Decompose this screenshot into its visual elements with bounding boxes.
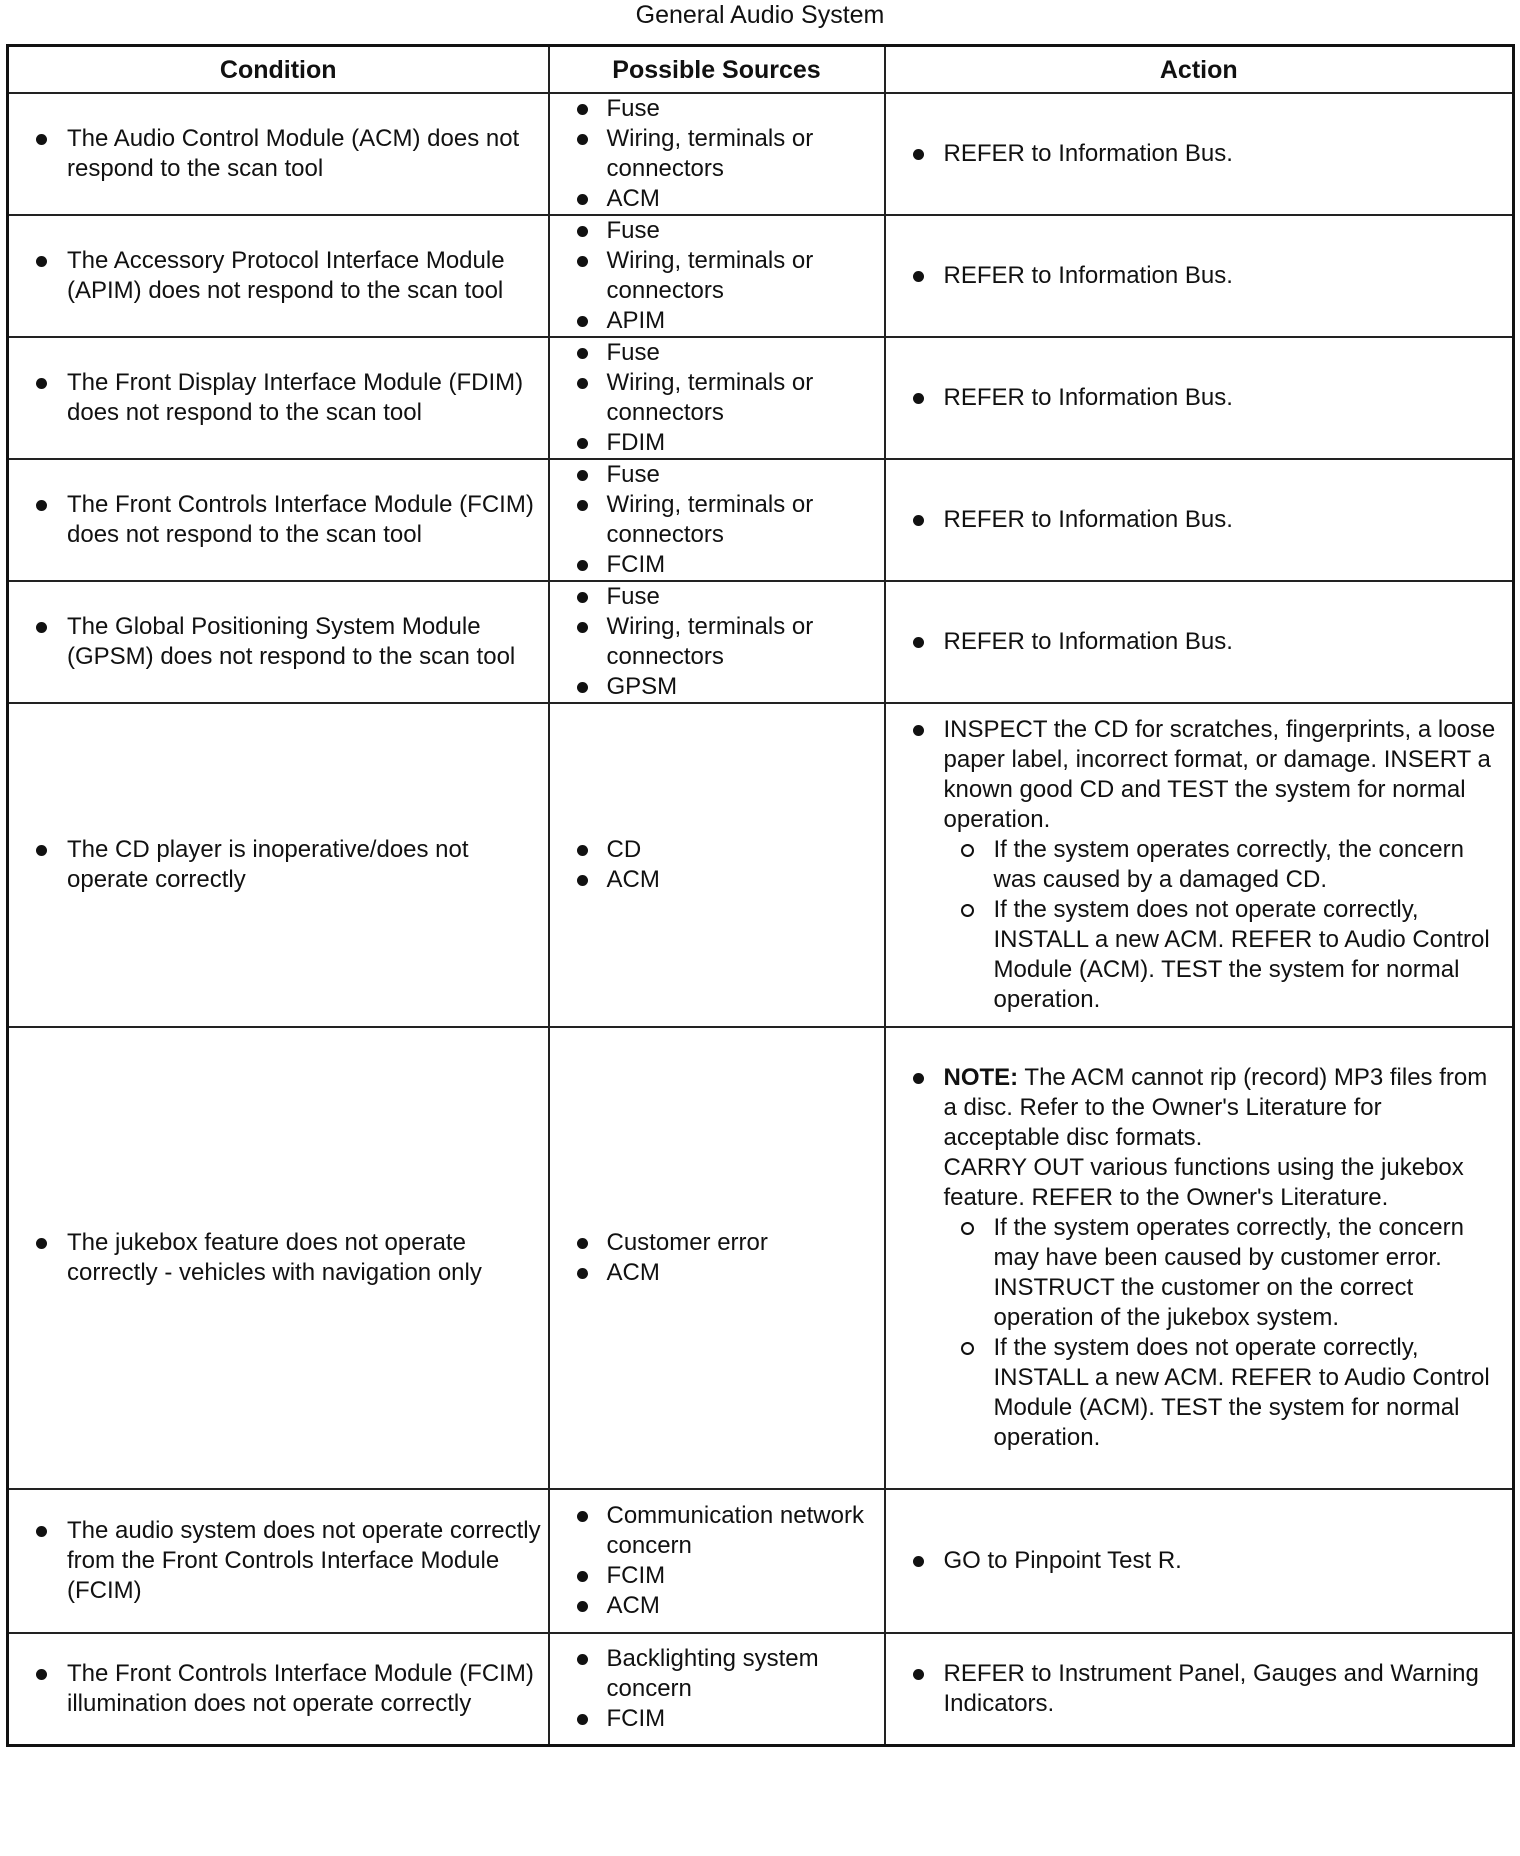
condition-cell	[8, 581, 549, 703]
action-text: REFER to Information Bus.	[886, 261, 1513, 291]
condition-text: The Front Display Interface Module (FDIM) does not respond to the scan tool	[9, 368, 548, 428]
source-item: Fuse	[550, 338, 884, 368]
condition-text: The Audio Control Module (ACM) does not respond to the scan tool	[9, 124, 548, 184]
source-item: FCIM	[550, 1561, 884, 1591]
source-item: ACM	[550, 184, 884, 214]
action-subitem: If the system operates correctly, the concern was caused by a damaged CD.	[944, 835, 1503, 895]
table-row	[8, 1633, 1514, 1745]
action-text: REFER to Information Bus.	[886, 139, 1513, 169]
note-text: The ACM cannot rip (record) MP3 files from a disc. Refer to the Owner's Literature for acceptable disc formats.	[943, 1064, 1488, 1151]
table-row	[8, 93, 1514, 215]
sources-cell	[549, 215, 885, 337]
source-item: ACM	[550, 865, 884, 895]
action-cell	[885, 93, 1514, 215]
condition-text: The jukebox feature does not operate correctly - vehicles with navigation only	[9, 1228, 548, 1288]
action-text: REFER to Information Bus.	[886, 505, 1513, 535]
table-row	[8, 703, 1514, 1027]
source-item: APIM	[550, 306, 884, 336]
condition-cell	[8, 215, 549, 337]
action-cell	[885, 1489, 1514, 1633]
action-text: GO to Pinpoint Test R.	[886, 1546, 1513, 1576]
column-header-condition: Condition	[8, 46, 549, 94]
source-item: Wiring, terminals or connectors	[550, 246, 884, 306]
symptom-chart-table	[6, 44, 1515, 1747]
action-cell	[885, 337, 1514, 459]
source-item: FCIM	[550, 1704, 884, 1734]
condition-cell	[8, 1027, 549, 1489]
source-item: Fuse	[550, 582, 884, 612]
condition-text: The CD player is inoperative/does not operate correctly	[9, 835, 548, 895]
action-text: REFER to Instrument Panel, Gauges and Warning Indicators.	[886, 1659, 1513, 1719]
source-item: Wiring, terminals or connectors	[550, 368, 884, 428]
sources-cell	[549, 459, 885, 581]
source-item: FDIM	[550, 428, 884, 458]
source-item: ACM	[550, 1258, 884, 1288]
source-item: Fuse	[550, 94, 884, 124]
table-row	[8, 459, 1514, 581]
action-text: INSPECT the CD for scratches, fingerprints, a loose paper label, incorrect format, or damage. INSERT a known good CD and TEST the system for normal operation.	[943, 716, 1496, 833]
table-row	[8, 1027, 1514, 1489]
action-cell	[885, 459, 1514, 581]
source-item: Fuse	[550, 460, 884, 490]
condition-cell	[8, 1489, 549, 1633]
condition-text: The Front Controls Interface Module (FCIM) illumination does not operate correctly	[9, 1659, 548, 1719]
action-text: CARRY OUT various functions using the jukebox feature. REFER to the Owner's Literature.	[943, 1154, 1464, 1211]
source-item: ACM	[550, 1591, 884, 1621]
sources-cell	[549, 93, 885, 215]
action-text: REFER to Information Bus.	[886, 627, 1513, 657]
condition-text: The Front Controls Interface Module (FCIM) does not respond to the scan tool	[9, 490, 548, 550]
condition-text: The Accessory Protocol Interface Module (APIM) does not respond to the scan tool	[9, 246, 548, 306]
note-paragraph	[944, 1063, 1503, 1153]
condition-text: The Global Positioning System Module (GPSM) does not respond to the scan tool	[9, 612, 548, 672]
source-item: FCIM	[550, 550, 884, 580]
condition-text: The audio system does not operate correctly from the Front Controls Interface Module (FCIM)	[9, 1516, 548, 1606]
sources-cell	[549, 1633, 885, 1745]
sources-cell	[549, 1027, 885, 1489]
sources-cell	[549, 703, 885, 1027]
condition-cell	[8, 93, 549, 215]
action-subitem: If the system does not operate correctly, INSTALL a new ACM. REFER to Audio Control Module (ACM). TEST the system for normal operation.	[944, 895, 1503, 1015]
source-item: Wiring, terminals or connectors	[550, 490, 884, 550]
action-cell	[885, 703, 1514, 1027]
table-row	[8, 581, 1514, 703]
action-subitem: If the system operates correctly, the concern may have been caused by customer error. INSTRUCT the customer on the correct operation of the jukebox system.	[944, 1213, 1503, 1333]
table-row	[8, 1489, 1514, 1633]
sources-cell	[549, 1489, 885, 1633]
action-cell	[885, 1633, 1514, 1745]
sources-cell	[549, 337, 885, 459]
column-header-action: Action	[885, 46, 1514, 94]
column-header-possible-sources: Possible Sources	[549, 46, 885, 94]
table-row	[8, 215, 1514, 337]
note-label: NOTE:	[943, 1064, 1019, 1091]
action-item	[886, 1063, 1513, 1453]
condition-cell	[8, 337, 549, 459]
source-item: Fuse	[550, 216, 884, 246]
condition-cell	[8, 703, 549, 1027]
action-cell	[885, 215, 1514, 337]
sources-cell	[549, 581, 885, 703]
source-item: GPSM	[550, 672, 884, 702]
source-item: CD	[550, 835, 884, 865]
source-item: Backlighting system concern	[550, 1644, 884, 1704]
action-cell	[885, 1027, 1514, 1489]
source-item: Communication network concern	[550, 1501, 884, 1561]
condition-cell	[8, 459, 549, 581]
condition-cell	[8, 1633, 549, 1745]
table-row	[8, 337, 1514, 459]
source-item: Wiring, terminals or connectors	[550, 612, 884, 672]
header-row	[8, 46, 1514, 94]
source-item: Customer error	[550, 1228, 884, 1258]
action-cell	[885, 581, 1514, 703]
action-subitem: If the system does not operate correctly, INSTALL a new ACM. REFER to Audio Control Module (ACM). TEST the system for normal operation.	[944, 1333, 1503, 1453]
action-text: REFER to Information Bus.	[886, 383, 1513, 413]
source-item: Wiring, terminals or connectors	[550, 124, 884, 184]
document-title: General Audio System	[635, 1, 885, 29]
action-item	[886, 715, 1513, 1015]
